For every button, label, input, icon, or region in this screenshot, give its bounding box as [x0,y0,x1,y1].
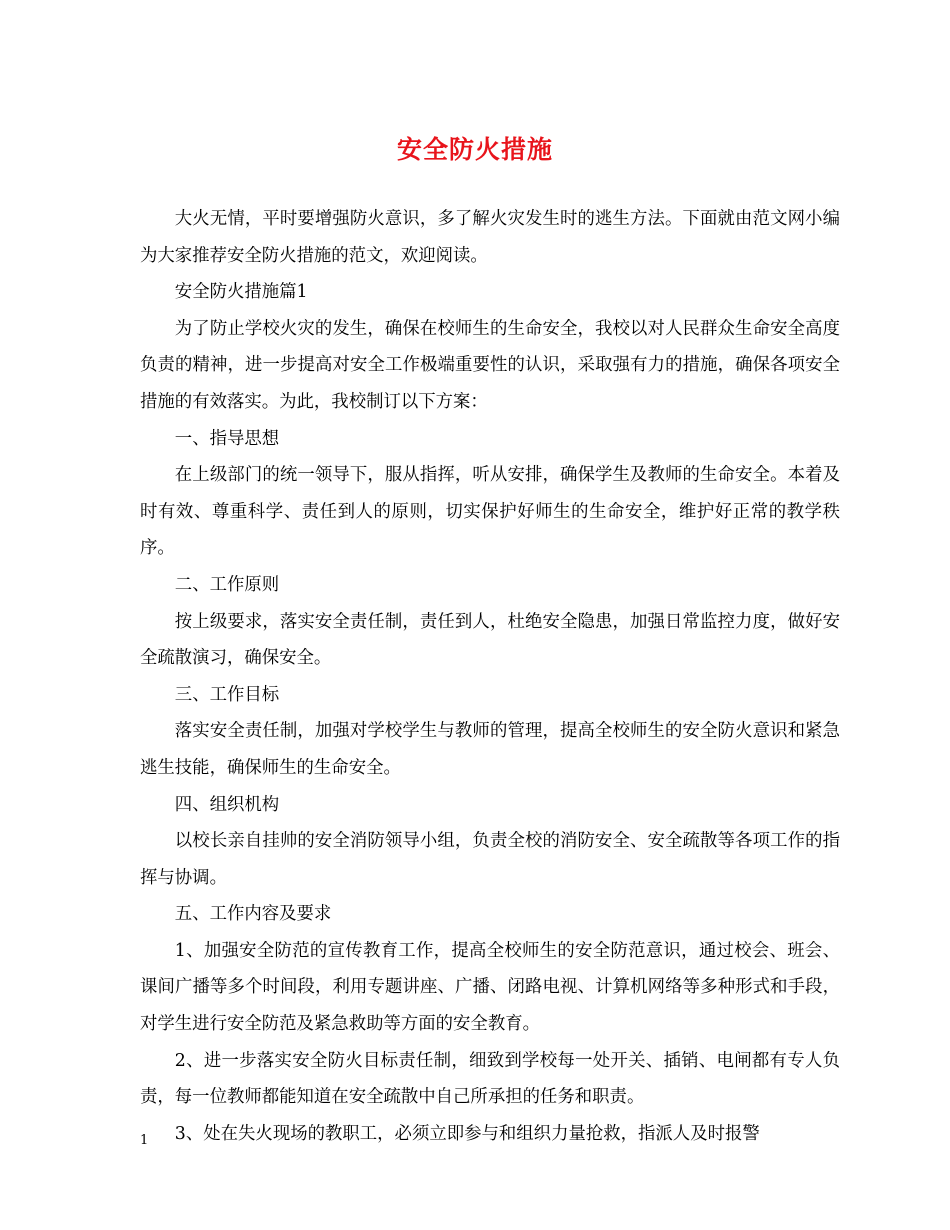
paragraph-work-goals: 落实安全责任制，加强对学校学生与教师的管理，提高全校师生的安全防火意识和紧急逃生技能，确保师生的生命安全。 [140,721,840,778]
heading-work-goals: 三、工作目标 [174,684,280,705]
paragraph-item-2: 2、进一步落实安全防火目标责任制，细致到学校每一处开关、插销、电闸都有专人负责，每一位教师都能知道在安全疏散中自己所承担的任务和职责。 [140,1050,840,1108]
paragraph-item-1: 1、加强安全防范的宣传教育工作，提高全校师生的安全防范意识，通过校会、班会、课间广播等多个时间段，利用专题讲座、广播、闭路电视、计算机网络等多种形式和手段，对学生进行安全防范及紧急救助等方面的安全教育。 [140,940,840,1035]
paragraph-intro: 大火无情，平时要增强防火意识，多了解火灾发生时的逃生方法。下面就由范文网小编为大家推荐安全防火措施的范文，欢迎阅读。 [140,209,840,266]
document-body [140,201,840,1152]
heading-work-content: 五、工作内容及要求 [174,904,332,925]
paragraph-item-3: 3、处在失火现场的教职工，必须立即参与和组织力量抢救，指派人及时报警 [174,1123,760,1144]
paragraph-work-principles: 按上级要求，落实安全责任制，责任到人，杜绝安全隐患，加强日常监控力度，做好安全疏散演习，确保安全。 [140,611,840,669]
paragraph-organization: 以校长亲自挂帅的安全消防领导小组，负责全校的消防安全、安全疏散等各项工作的指挥与协调。 [140,831,840,888]
paragraph-guiding-ideology: 在上级部门的统一领导下，服从指挥，听从安排，确保学生及教师的生命安全。本着及时有效、尊重科学、责任到人的原则，切实保护好师生的生命安全，维护好正常的教学秩序。 [140,465,840,559]
heading-work-principles: 二、工作原则 [174,574,280,595]
paragraph-purpose: 为了防止学校火灾的发生，确保在校师生的生命安全，我校以对人民群众生命安全高度负责的精神，进一步提高对安全工作极端重要性的认识，采取强有力的措施，确保各项安全措施的有效落实。为此，我校制订以下方案： [140,318,840,412]
page-number: 1 [140,1133,149,1148]
paragraph-section-heading: 安全防火措施篇1 [174,282,308,303]
heading-guiding-ideology: 一、指导思想 [174,428,280,449]
heading-organization: 四、组织机构 [174,794,280,815]
document-title: 安全防火措施 [396,135,553,164]
